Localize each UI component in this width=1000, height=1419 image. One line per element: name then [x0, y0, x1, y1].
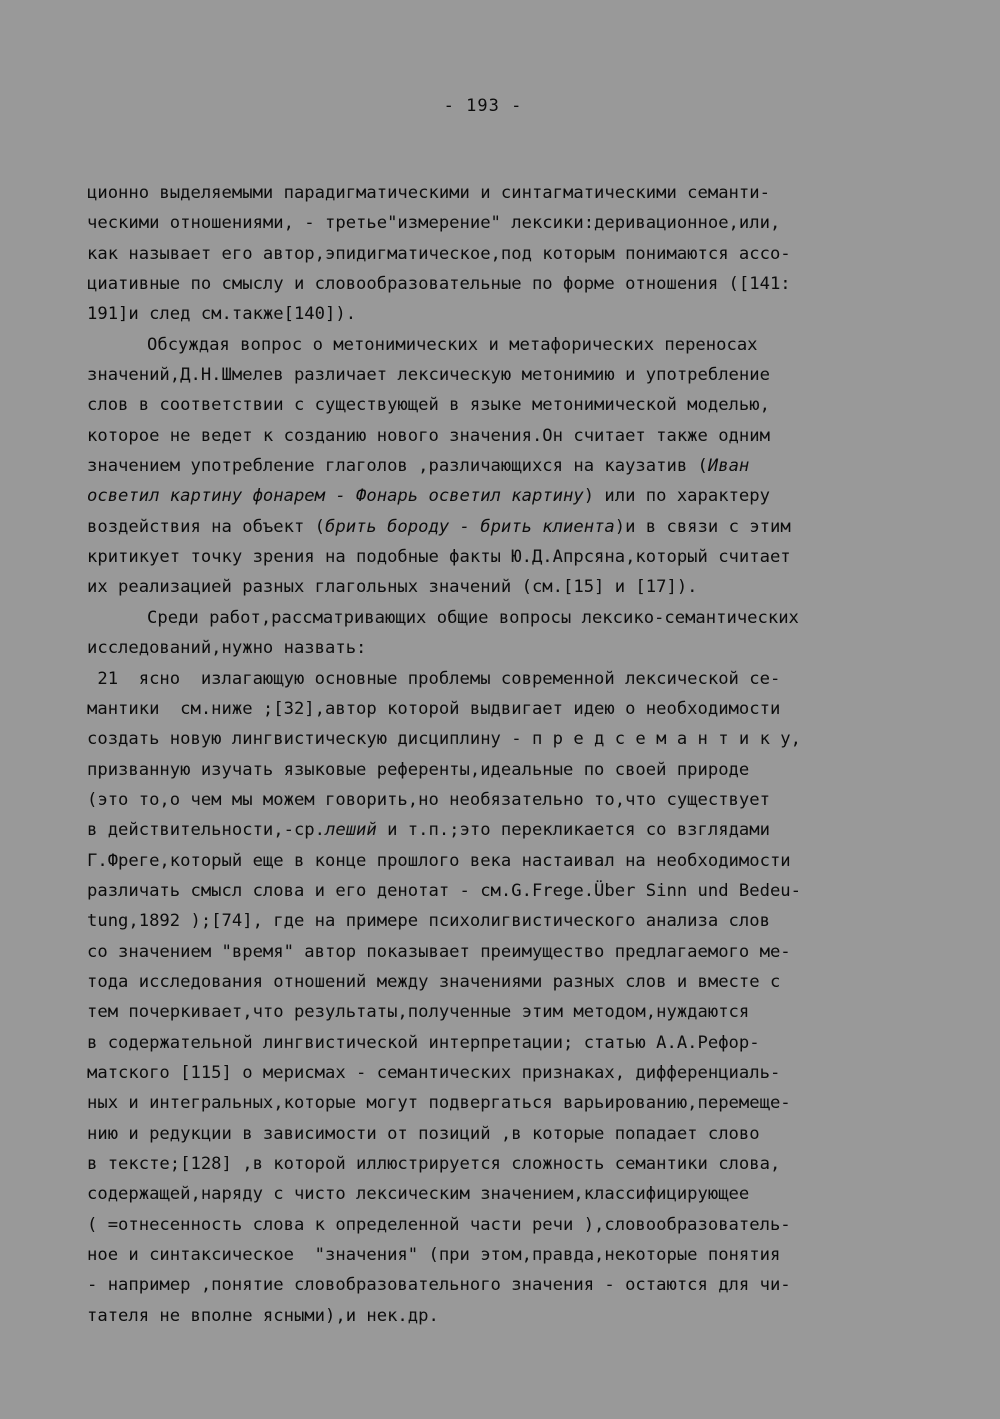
text-segment: тода исследования отношений между значениями разных слов и вместе с — [87, 971, 781, 992]
text-line — [87, 906, 917, 936]
text-line — [87, 694, 917, 724]
text-line — [87, 785, 917, 815]
text-segment: и т.п.;это перекликается со взглядами — [376, 820, 770, 841]
italic-example: Иван — [707, 456, 750, 477]
text-segment: в содержательной лингвистической интерпретации; статью А.А.Рефор- — [87, 1032, 760, 1053]
text-segment: - например ,понятие словобразовательного значения - остаются для чи- — [87, 1275, 791, 1296]
text-segment: (это то,о чем мы можем говорить,но необязательно то,что существует — [87, 789, 770, 810]
text-segment: ( =отнесенность слова к определенной части речи ),словообразователь- — [87, 1214, 791, 1235]
text-line — [87, 239, 917, 269]
text-line — [87, 512, 917, 542]
text-segment: исследований,нужно назвать: — [87, 638, 367, 659]
text-segment: воздействия на объект ( — [87, 516, 325, 537]
italic-example: брить бороду - брить клиента — [325, 516, 615, 537]
text-line — [87, 755, 917, 785]
text-segment: мантики см.ниже ;[32],автор которой выдвигает идею о необходимости — [87, 698, 781, 719]
text-line — [87, 937, 917, 967]
text-line — [87, 421, 917, 451]
text-line — [87, 542, 917, 572]
text-segment: нию и редукции в зависимости от позиций ,в которые попадает слово — [87, 1123, 760, 1144]
italic-example: осветил картину фонарем - Фонарь осветил картину — [87, 486, 584, 507]
text-segment: значений,Д.Н.Шмелев различает лексическую метонимию и употребление — [87, 365, 770, 386]
text-line — [87, 1088, 917, 1118]
text-segment: 191]и след см.также[140]). — [87, 304, 357, 325]
text-line — [87, 1058, 917, 1088]
text-segment: создать новую лингвистическую дисциплину - п р е д с е м а н т и к у, — [87, 729, 801, 750]
text-line — [87, 1301, 917, 1331]
text-line — [87, 633, 917, 663]
text-segment: ) или по характеру — [583, 486, 770, 507]
text-segment: их реализацией разных глагольных значений (см.[15] и [17]). — [87, 577, 698, 598]
text-segment: критикует точку зрения на подобные факты Ю.Д.Апрсяна,который считает — [87, 547, 791, 568]
text-segment: со значением "время" автор показывает преимущество предлагаемого ме- — [87, 941, 791, 962]
text-line — [87, 1210, 917, 1240]
text-segment: Г.Фреге,который еще в конце прошлого века настаивал на необходимости — [87, 850, 791, 871]
text-segment: ческими отношениями, - третье"измерение" лексики:деривационное,или, — [87, 213, 781, 234]
text-segment: матского [115] о мерисмах - семантических признаках, дифференциаль- — [87, 1062, 781, 1083]
text-segment: различать смысл слова и его денотат - см.G.Frege.Über Sinn und Bedeu- — [87, 880, 801, 901]
text-segment: призванную изучать языковые референты,идеальные по своей природе — [87, 759, 750, 780]
text-line — [87, 1270, 917, 1300]
text-line — [87, 967, 917, 997]
text-line — [87, 997, 917, 1027]
text-segment: слов в соответствии с существующей в языке метонимической моделью, — [87, 395, 770, 416]
text-line — [87, 724, 917, 754]
text-segment: в действительности,-ср. — [87, 820, 325, 841]
text-line — [87, 572, 917, 602]
text-segment: тателя не вполне ясными),и нек.др. — [87, 1305, 439, 1326]
text-segment: 21 ясно излагающую основные проблемы современной лексической се- — [87, 668, 781, 689]
body-text — [87, 178, 917, 1331]
text-line — [87, 330, 917, 360]
text-segment: tung,1892 );[74], где на примере психолигвистического анализа слов — [87, 911, 770, 932]
text-line — [87, 299, 917, 329]
text-segment: значением употребление глаголов ,различающихся на каузатив ( — [87, 456, 708, 477]
text-segment: )и в связи с этим — [614, 516, 791, 537]
text-line — [87, 269, 917, 299]
text-segment: ных и интегральных,которые могут подвергаться варьированию,перемеще- — [87, 1093, 791, 1114]
text-segment: ное и синтаксическое "значения" (при этом,правда,некоторые понятия — [87, 1245, 781, 1266]
text-segment: тем почеркивает,что результаты,полученные этим методом,нуждаются — [87, 1002, 750, 1023]
text-line — [87, 603, 917, 633]
text-line — [87, 1149, 917, 1179]
text-line — [87, 360, 917, 390]
text-segment: содержащей,наряду с чисто лексическим значением,классифицирующее — [87, 1184, 750, 1205]
text-line — [87, 1119, 917, 1149]
text-segment: как называет его автор,эпидигматическое,под которым понимаются ассо- — [87, 243, 791, 264]
text-line — [87, 1240, 917, 1270]
text-line — [87, 1028, 917, 1058]
italic-example: леший — [325, 820, 377, 841]
text-segment: Среди работ,рассматривающих общие вопросы лексико-семантических — [147, 607, 799, 628]
page-number: - 193 - — [443, 96, 523, 116]
text-line — [87, 481, 917, 511]
text-line — [87, 390, 917, 420]
text-line — [87, 846, 917, 876]
text-line — [87, 451, 917, 481]
text-segment: которое не ведет к созданию нового значения.Он считает также одним — [87, 425, 770, 446]
text-line — [87, 208, 917, 238]
text-segment: Обсуждая вопрос о метонимических и метафорических переносах — [147, 334, 758, 355]
text-segment: в тексте;[128] ,в которой иллюстрируется сложность семантики слова, — [87, 1154, 781, 1174]
text-segment: циативные по смыслу и словообразовательные по форме отношения ([141: — [87, 274, 791, 295]
text-line — [87, 664, 917, 694]
text-line — [87, 1179, 917, 1209]
text-line — [87, 876, 917, 906]
text-line — [87, 815, 917, 845]
text-segment: ционно выделяемыми парадигматическими и синтагматическими семанти- — [87, 183, 770, 203]
text-line — [87, 178, 917, 208]
